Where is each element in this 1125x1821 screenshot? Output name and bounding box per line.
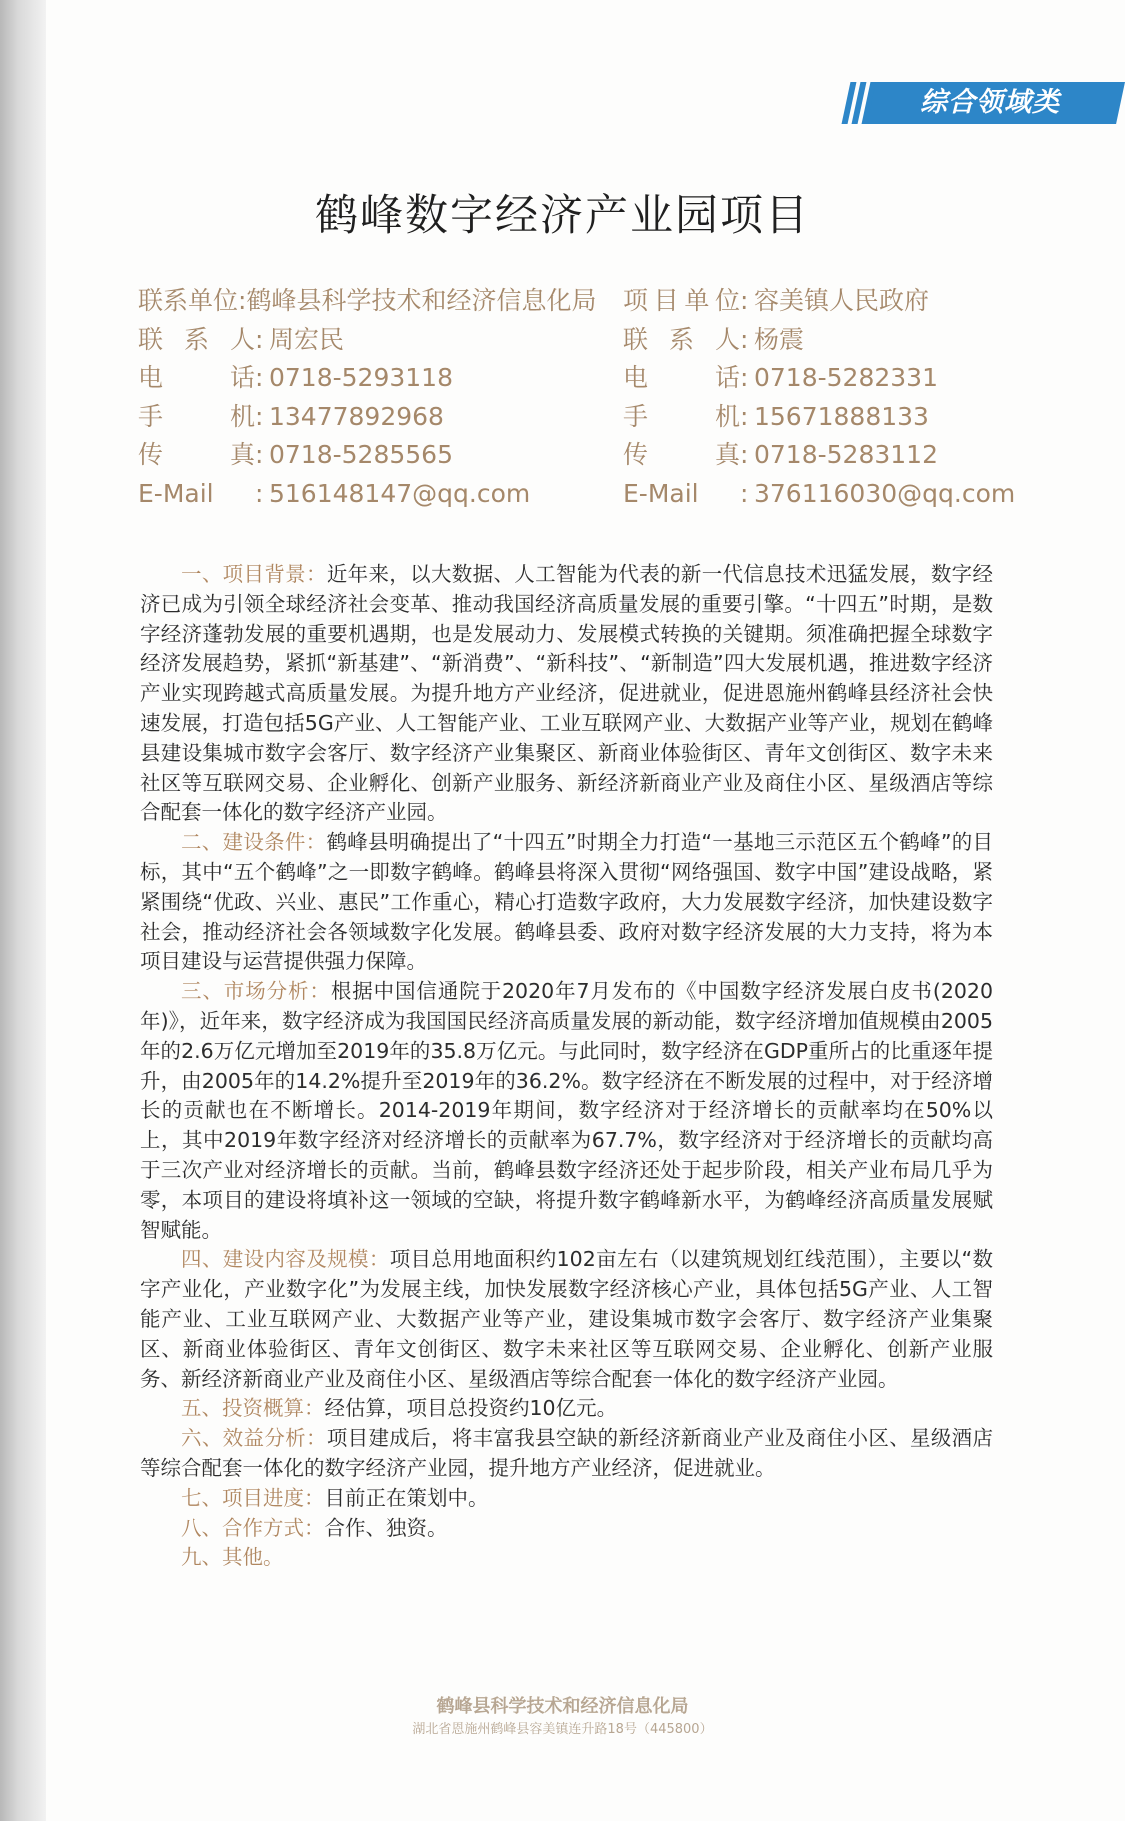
section-heading: 四、建设内容及规模： xyxy=(181,1247,390,1272)
contact-label: 项目单位 xyxy=(623,286,740,315)
section-other xyxy=(140,1543,993,1573)
section-heading: 七、项目进度： xyxy=(181,1485,325,1510)
footer-organization: 鹤峰县科学技术和经济信息化局 xyxy=(436,1696,689,1717)
contact-row xyxy=(623,282,1073,321)
contact-row xyxy=(138,282,597,321)
contact-label: E-Mail xyxy=(138,478,214,508)
section-text: 项目总用地面积约102亩左右（以建筑规划红线范围），主要以“数字产业化，产业数字化”为发展主线，加快发展数字经济核心产业，具体包括5G产业、人工智能产业、工业互联网产业、大数据产业等产业，建设集城市数字会客厅、数字经济产业集聚区、新商业体验街区、青年文创街区、数字未来社区等互联网交易、企业孵化、创新产业服务、新经济新商业产业及商住小区、星级酒店等综合配套一体化的数字经济产业园。 xyxy=(140,1247,994,1391)
section-text: 经估算，项目总投资约10亿元。 xyxy=(324,1396,618,1421)
contact-row xyxy=(623,475,1073,514)
book-spine-shadow xyxy=(0,0,46,1821)
contact-block-right xyxy=(623,282,1073,513)
contact-block-left xyxy=(138,282,597,513)
contact-value: 0718-5293118 xyxy=(269,363,453,392)
section-heading: 九、其他。 xyxy=(181,1545,284,1570)
section-scope xyxy=(140,1245,993,1394)
contact-label: 联系人 xyxy=(623,324,740,354)
section-background xyxy=(140,560,993,828)
contact-value: 516148147@qq.com xyxy=(269,478,531,508)
section-heading: 一、项目背景： xyxy=(181,562,327,586)
page-title: 鹤峰数字经济产业园项目 xyxy=(315,191,810,241)
contact-label: 传真 xyxy=(138,440,255,469)
colon: : xyxy=(255,401,264,431)
colon: : xyxy=(740,440,749,469)
section-investment xyxy=(140,1394,993,1424)
contact-row xyxy=(138,436,588,475)
colon: : xyxy=(740,478,749,508)
section-progress xyxy=(140,1484,993,1514)
project-description xyxy=(140,560,993,1573)
contact-label: E-Mail xyxy=(623,478,699,508)
contact-row xyxy=(138,321,588,360)
category-label: 综合领域类 xyxy=(920,87,1060,118)
colon: : xyxy=(740,286,749,315)
category-banner xyxy=(846,82,1125,124)
contact-value: 376116030@qq.com xyxy=(754,478,1016,508)
footer-address: 湖北省恩施州鹤峰县容美镇连升路18号（445800） xyxy=(412,1722,713,1737)
contact-label: 电话 xyxy=(138,363,255,392)
section-text: 合作、独资。 xyxy=(324,1515,448,1540)
section-conditions xyxy=(140,828,993,977)
section-text: 目前正在策划中。 xyxy=(324,1485,489,1510)
contact-row xyxy=(623,359,1073,398)
section-benefit xyxy=(140,1424,993,1484)
section-heading: 五、投资概算： xyxy=(181,1396,325,1421)
section-text: 近年来，以大数据、人工智能为代表的新一代信息技术迅猛发展，数字经济已成为引领全球经济社会变革、推动我国经济高质量发展的重要引擎。“十四五”时期，是数字经济蓬勃发展的重要机遇期，也是发展动力、发展模式转换的关键期。须准确把握全球数字经济发展趋势，紧抓“新基建”、“新消费”、“新科技”、“新制造”四大发展机遇，推进数字经济产业实现跨越式高质量发展。为提升地方产业经济，促进就业，促进恩施州鹤峰县经济社会快速发展，打造包括5G产业、人工智能产业、工业互联网产业、大数据产业等产业，规划在鹤峰县建设集城市数字会客厅、数字经济产业集聚区、新商业体验街区、青年文创街区、数字未来社区等互联网交易、企业孵化、创新产业服务、新经济新商业产业及商住小区、星级酒店等综合配套一体化的数字经济产业园。 xyxy=(140,562,994,825)
colon: : xyxy=(740,363,749,392)
section-heading: 二、建设条件： xyxy=(181,830,327,855)
contact-label: 联系人 xyxy=(138,324,255,354)
contact-value: 15671888133 xyxy=(754,401,929,431)
section-market xyxy=(140,977,993,1245)
contact-value: 周宏民 xyxy=(269,324,345,354)
colon: : xyxy=(740,401,749,431)
contact-label: 传真 xyxy=(623,440,740,469)
colon: : xyxy=(255,363,264,392)
colon: : xyxy=(255,324,264,354)
contact-row xyxy=(623,398,1073,437)
contact-label: 手机 xyxy=(623,401,740,431)
contact-row xyxy=(623,436,1073,475)
contact-value: 0718-5283112 xyxy=(754,440,938,469)
colon: : xyxy=(740,324,749,354)
contact-value: 容美镇人民政府 xyxy=(754,286,930,315)
section-heading: 六、效益分析： xyxy=(181,1426,327,1451)
contact-value: 杨震 xyxy=(754,324,805,354)
section-heading: 三、市场分析： xyxy=(181,979,331,1004)
contact-row xyxy=(623,321,1073,360)
contact-row xyxy=(138,475,588,514)
contact-value: 0718-5282331 xyxy=(754,363,938,392)
contact-row xyxy=(138,359,588,398)
section-text: 根据中国信通院于2020年7月发布的《中国数字经济发展白皮书(2020年)》，近年来，数字经济成为我国国民经济高质量发展的新动能，数字经济增加值规模由2005年的2.6万亿元增加至2019年的35.8万亿元。与此同时，数字经济在GDP重所占的比重逐年提升，由2005年的14.2%提升至2019年的36.2%。数字经济在不断发展的过程中，对于经济增长的贡献也在不断增长。2014-2019年期间，数字经济对于经济增长的贡献率均在50%以上，其中2019年数字经济对经济增长的贡献率为67.7%，数字经济对于经济增长的贡献均高于三次产业对经济增长的贡献。当前，鹤峰县数字经济还处于起步阶段，相关产业布局几乎为零，本项目的建设将填补这一领域的空缺，将提升数字鹤峰新水平，为鹤峰经济高质量发展赋智赋能。 xyxy=(140,979,994,1242)
contact-label: 手机 xyxy=(138,401,255,431)
section-text: 鹤峰县明确提出了“十四五”时期全力打造“一基地三示范区五个鹤峰”的目标，其中“五个鹤峰”之一即数字鹤峰。鹤峰县将深入贯彻“网络强国、数字中国”建设战略，紧紧围绕“优政、兴业、惠民”工作重心，精心打造数字政府，大力发展数字经济，加快建设数字社会，推动经济社会各领域数字化发展。鹤峰县委、政府对数字经济发展的大力支持，将为本项目建设与运营提供强力保障。 xyxy=(140,830,994,974)
section-text: 项目建成后，将丰富我县空缺的新经济新商业产业及商住小区、星级酒店等综合配套一体化的数字经济产业园，提升地方产业经济，促进就业。 xyxy=(140,1426,994,1480)
contact-value: 鹤峰县科学技术和经济信息化局 xyxy=(246,286,597,315)
colon: : xyxy=(255,440,264,469)
section-cooperation xyxy=(140,1514,993,1544)
contact-row xyxy=(138,398,588,437)
contact-label: 电话 xyxy=(623,363,740,392)
contact-value: 0718-5285565 xyxy=(269,440,453,469)
contact-label: 联系单位 xyxy=(138,286,239,315)
colon: : xyxy=(238,286,247,315)
section-heading: 八、合作方式： xyxy=(181,1515,325,1540)
colon: : xyxy=(255,478,264,508)
contact-value: 13477892968 xyxy=(269,401,444,431)
